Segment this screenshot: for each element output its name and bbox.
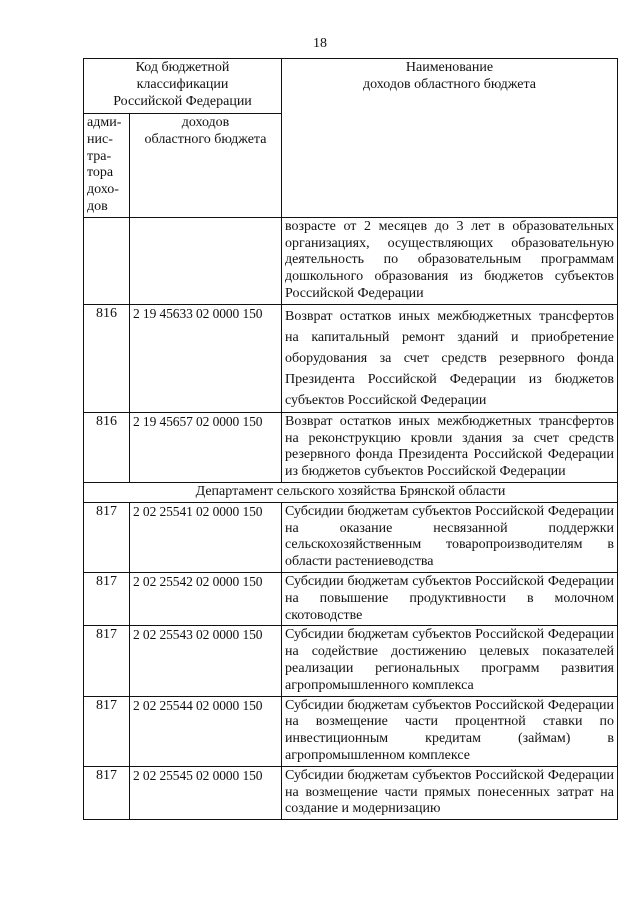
table-row — [84, 217, 618, 304]
row-admin-code: 817 — [84, 502, 130, 572]
page-number: 18 — [313, 36, 327, 51]
row-income-name: Субсидии бюджетам субъектов Российской Федерации на содействие достижению целевых показателей реализации региональных программ развития агропромышленного комплекса — [282, 626, 618, 696]
row-income-name: возрасте от 2 месяцев до 3 лет в образовательных организациях, осуществляющих образовательную деятельность по образовательным программам дошкольного образования из бюджетов субъектов Российской Федерации — [282, 217, 618, 304]
row-admin-code: 817 — [84, 572, 130, 625]
row-income-name: Субсидии бюджетам субъектов Российской Федерации на оказание несвязанной поддержки сельскохозяйственным товаропроизводителям в области растениеводства — [282, 502, 618, 572]
table-header-row — [84, 59, 618, 114]
section-title: Департамент сельского хозяйства Брянской области — [84, 482, 618, 502]
table-row — [84, 412, 618, 482]
header-administrator: адми- нис- тра- тора дохо- дов — [84, 114, 130, 218]
row-income-code: 2 02 25544 02 0000 150 — [130, 696, 282, 766]
row-admin-code: 816 — [84, 304, 130, 412]
table-row — [84, 572, 618, 625]
row-income-code: 2 02 25543 02 0000 150 — [130, 626, 282, 696]
row-income-name: Субсидии бюджетам субъектов Российской Федерации на повышение продуктивности в молочном скотоводстве — [282, 572, 618, 625]
row-income-code: 2 19 45657 02 0000 150 — [130, 412, 282, 482]
row-income-code: 2 02 25542 02 0000 150 — [130, 572, 282, 625]
section-header-row — [84, 482, 618, 502]
row-income-name: Субсидии бюджетам субъектов Российской Федерации на возмещение части процентной ставки по инвестиционным кредитам (займам) в агропромышленном комплексе — [282, 696, 618, 766]
row-income-name: Субсидии бюджетам субъектов Российской Федерации на возмещение части прямых понесенных затрат на создание и модернизацию — [282, 766, 618, 819]
row-income-code: 2 02 25541 02 0000 150 — [130, 502, 282, 572]
header-income-code: доходов областного бюджета — [130, 114, 282, 218]
table-row — [84, 502, 618, 572]
table-row — [84, 696, 618, 766]
row-income-code — [130, 217, 282, 304]
budget-classification-table — [83, 58, 618, 820]
row-admin-code — [84, 217, 130, 304]
table-row — [84, 766, 618, 819]
row-income-name: Возврат остатков иных межбюджетных трансфертов на реконструкцию кровли здания за счет средств резервного фонда Президента Российской Федерации из бюджетов субъектов Российской Федерации — [282, 412, 618, 482]
table-row — [84, 626, 618, 696]
row-admin-code: 817 — [84, 696, 130, 766]
row-admin-code: 817 — [84, 626, 130, 696]
row-admin-code: 816 — [84, 412, 130, 482]
row-income-name: Возврат остатков иных межбюджетных трансфертов на капитальный ремонт зданий и приобретение оборудования за счет средств резервного фонда Президента Российской Федерации из бюджетов субъектов Российской Федерации — [282, 304, 618, 412]
row-admin-code: 817 — [84, 766, 130, 819]
table-row — [84, 304, 618, 412]
row-income-code: 2 02 25545 02 0000 150 — [130, 766, 282, 819]
header-classification-code: Код бюджетной классификации Российской Федерации — [84, 59, 282, 114]
header-income-name: Наименование доходов областного бюджета — [282, 59, 618, 218]
row-income-code: 2 19 45633 02 0000 150 — [130, 304, 282, 412]
